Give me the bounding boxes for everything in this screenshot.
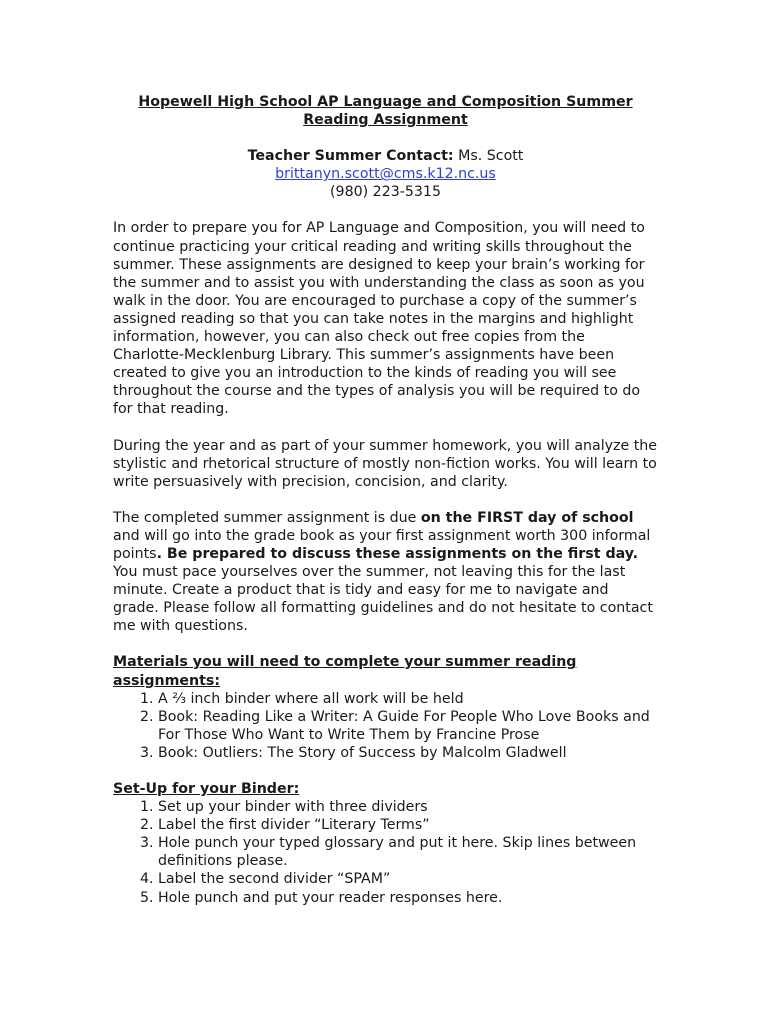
list-item: 3. Book: Outliers: The Story of Success by Malcolm Gladwell	[158, 744, 658, 762]
list-item: 1. Set up your binder with three dividers	[158, 798, 658, 816]
contact-name: Ms. Scott	[458, 148, 524, 165]
due-text-2: and will go into the grade book as your first assignment worth 300 informal points	[113, 527, 651, 562]
title-line-1: Hopewell High School AP Language and Composition Summer	[138, 94, 633, 110]
due-text-3: You must pace yourselves over the summer, not leaving this for the last minute. Create a product that is tidy and easy for me to navigate and grade. Please follow all formatting guidelines and do not hesitate to contact me with questions.	[113, 564, 653, 635]
contact-label: Teacher Summer Contact:	[247, 148, 454, 165]
document-title	[113, 93, 658, 129]
year-paragraph: During the year and as part of your summer homework, you will analyze the stylistic and rhetorical structure of mostly non-fiction works. You will learn to write persuasively with precision, concision, and clarity.	[113, 437, 658, 490]
contact-phone: (980) 223-5315	[330, 184, 441, 201]
due-text-1: The completed summer assignment is due	[113, 509, 421, 526]
due-date-paragraph	[113, 509, 658, 636]
due-date-bold: on the FIRST day of school	[420, 509, 634, 526]
materials-heading: Materials you will need to complete your summer reading assignments:	[113, 654, 577, 689]
list-item: 2. Label the first divider “Literary Terms”	[158, 816, 658, 834]
title-line-2: Reading Assignment	[303, 112, 468, 129]
materials-list	[113, 690, 658, 762]
list-item: 3. Hole punch your typed glossary and put it here. Skip lines between definitions please.	[158, 834, 658, 870]
list-item: 2. Book: Reading Like a Writer: A Guide For People Who Love Books and For Those Who Want to Write Them by Francine Prose	[158, 708, 658, 744]
teacher-contact	[113, 147, 658, 201]
setup-list	[113, 798, 658, 907]
list-item: 1. A ⅔ inch binder where all work will be held	[158, 690, 658, 708]
contact-line	[113, 147, 658, 165]
setup-heading: Set-Up for your Binder:	[113, 781, 300, 797]
document-page	[113, 93, 658, 907]
discuss-bold: . Be prepared to discuss these assignments on the first day.	[156, 545, 639, 562]
intro-paragraph: In order to prepare you for AP Language and Composition, you will need to continue practicing your critical reading and writing skills throughout the summer. These assignments are designed to keep your brain’s working for the summer and to assist you with understanding the class as soon as you walk in the door. You are encouraged to purchase a copy of the summer’s assigned reading so that you can take notes in the margins and highlight information, however, you can also check out free copies from the Charlotte-Mecklenburg Library. This summer’s assignments have been created to give you an introduction to the kinds of reading you will see throughout the course and the types of analysis you will be required to do for that reading.	[113, 220, 645, 418]
list-item: 4. Label the second divider “SPAM”	[158, 870, 658, 888]
contact-email-link[interactable]: brittanyn.scott@cms.k12.nc.us	[275, 166, 496, 183]
list-item: 5. Hole punch and put your reader responses here.	[158, 889, 658, 907]
